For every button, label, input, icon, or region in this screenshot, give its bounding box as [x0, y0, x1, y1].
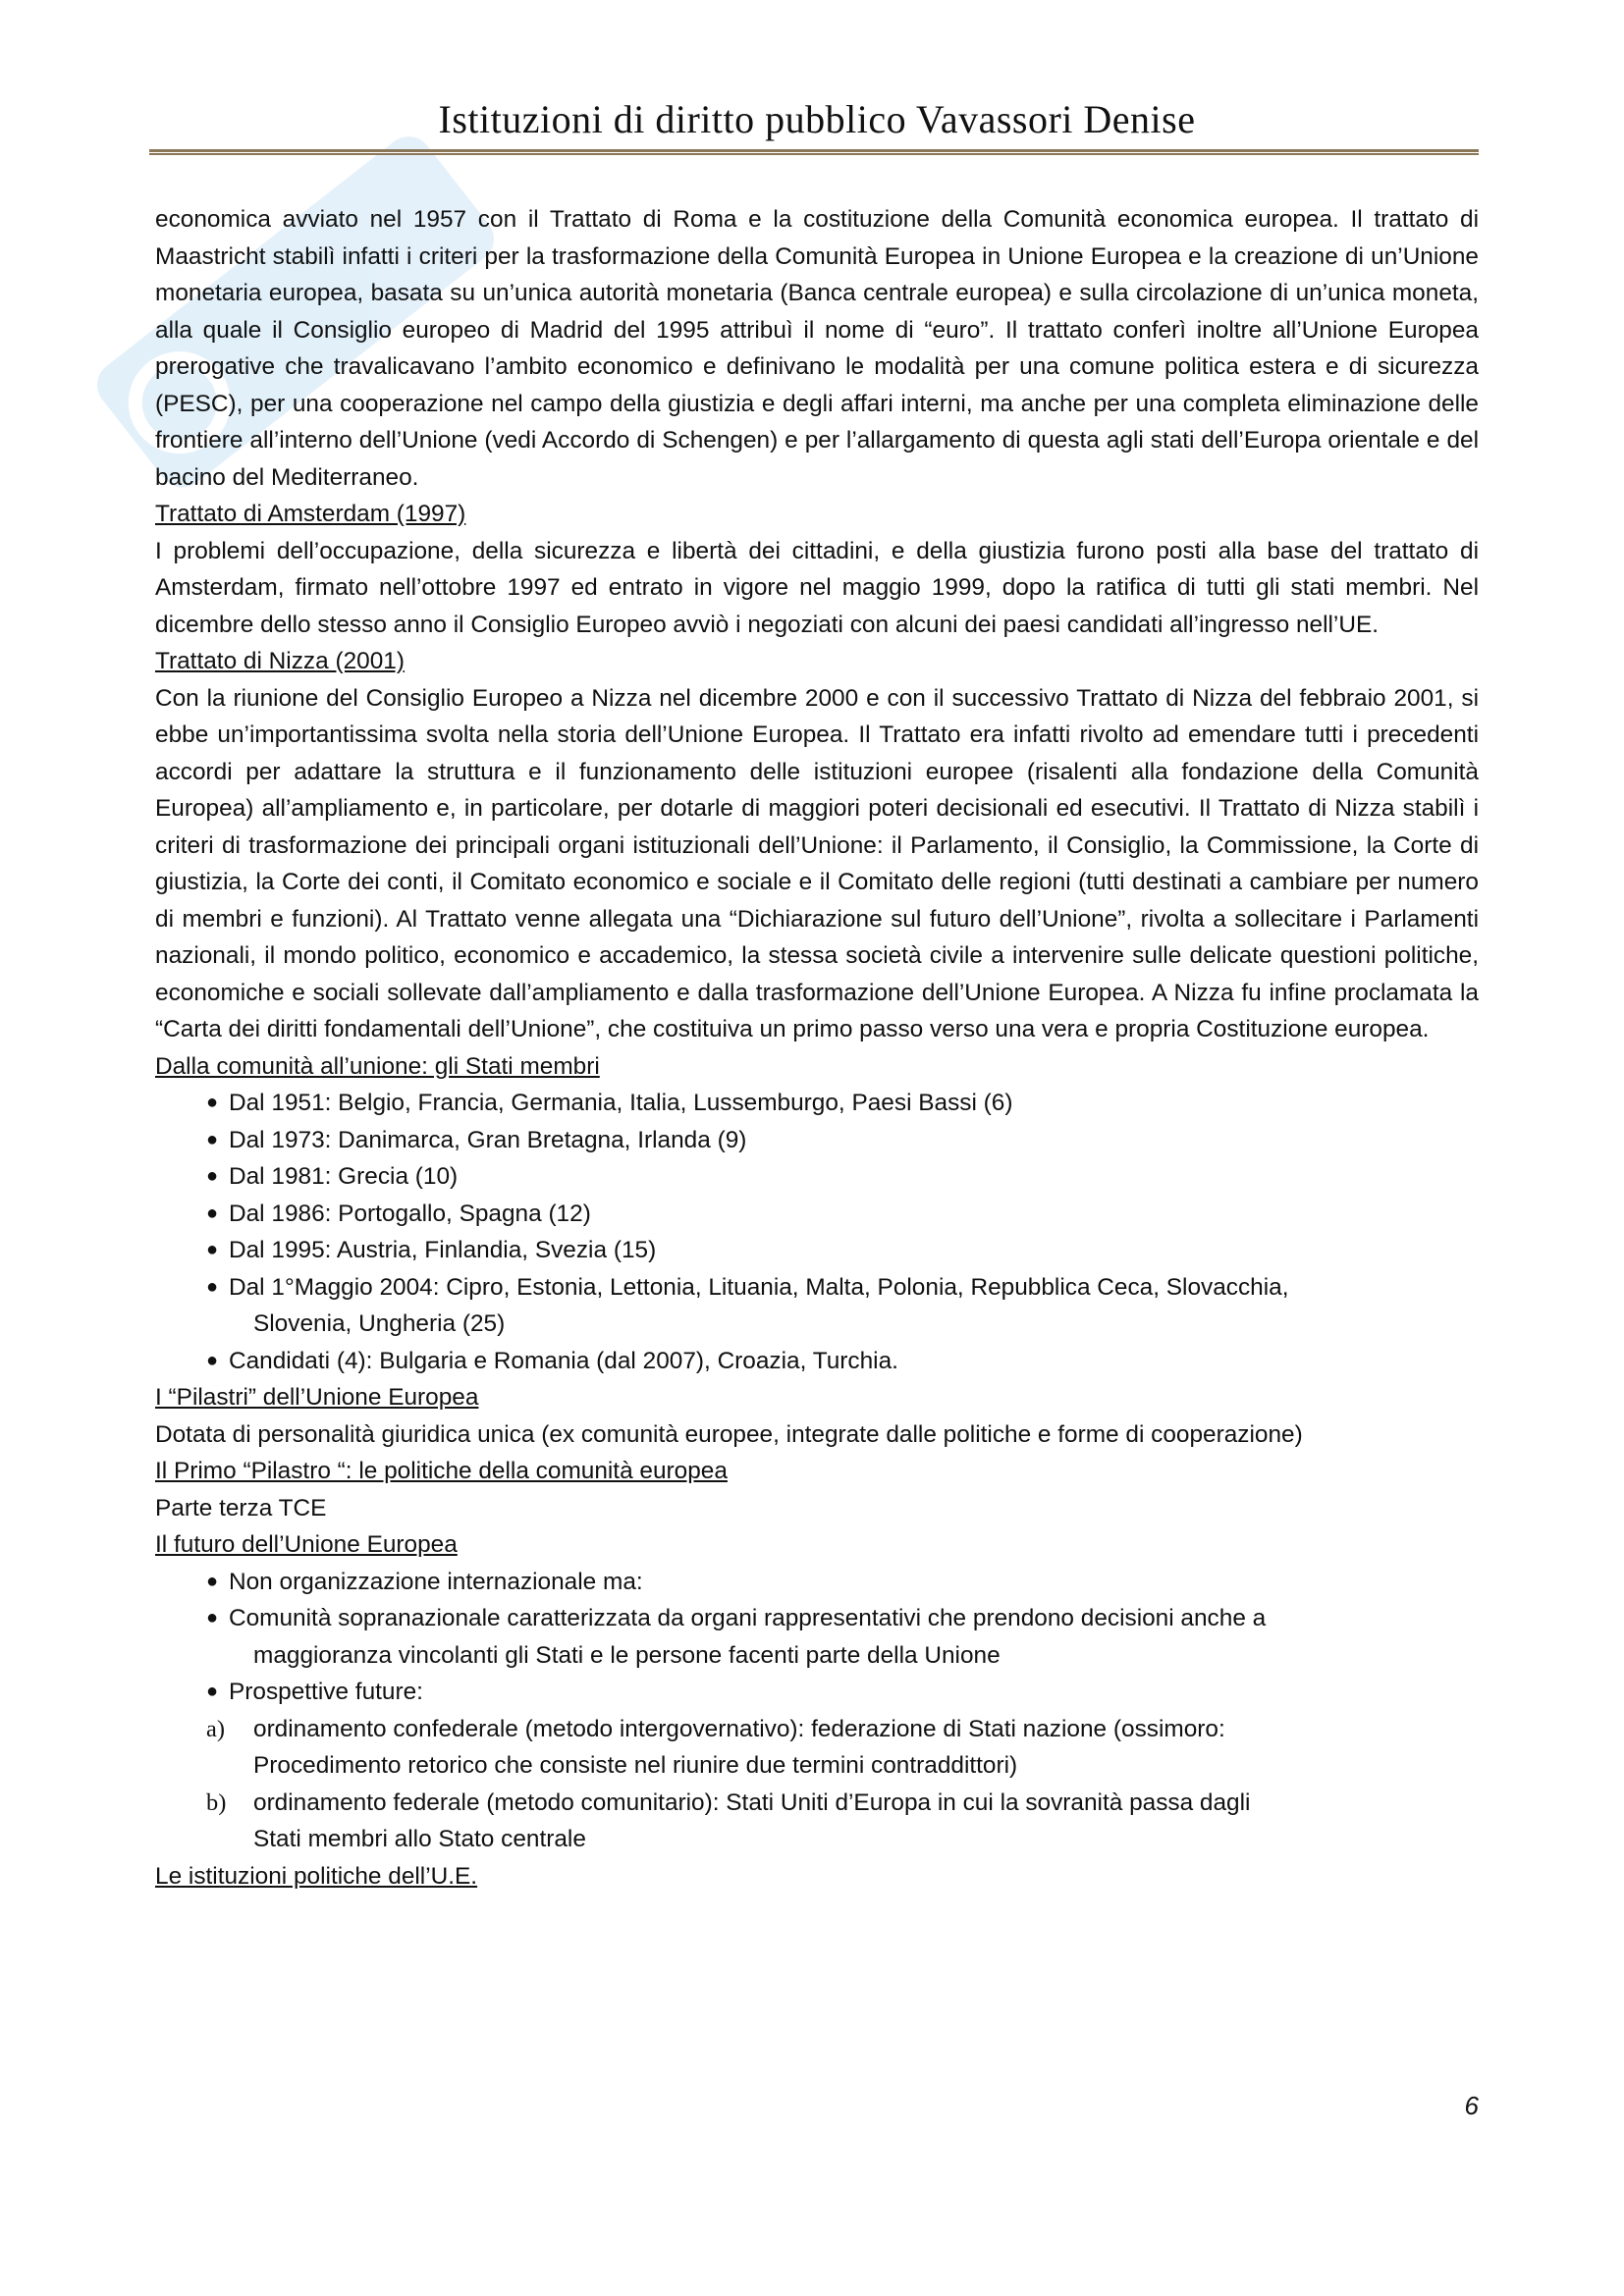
stati-membri-list: [155, 1085, 1479, 1379]
list-item: ● Prospettive future:: [155, 1674, 1479, 1711]
bullet-icon: ●: [206, 1092, 219, 1113]
list-item: ● Non organizzazione internazionale ma:: [155, 1564, 1479, 1601]
futuro-list: [155, 1564, 1479, 1711]
list-item: ● Dal 1986: Portogallo, Spagna (12): [155, 1196, 1479, 1233]
bullet-icon: ●: [206, 1239, 219, 1260]
heading-istituzioni: Le istituzioni politiche dell’U.E.: [155, 1862, 478, 1890]
heading-pilastri: I “Pilastri” dell’Unione Europea: [155, 1384, 479, 1411]
heading-nizza: Trattato di Nizza (2001): [155, 648, 405, 674]
page-header: [155, 96, 1479, 143]
list-item: ● Dal 1995: Austria, Finlandia, Svezia (15): [155, 1232, 1479, 1269]
paragraph-pilastri: Dotata di personalità giuridica unica (ex comunità europee, integrate dalle politiche e forme di cooperazione): [155, 1420, 1303, 1448]
list-item: a) ordinamento confederale (metodo intergovernativo): federazione di Stati nazione (ossimoro: Procedimento retorico che consiste nel riunire due termini contraddittori): [155, 1711, 1479, 1785]
bullet-icon: ●: [206, 1570, 219, 1592]
bullet-icon: ●: [206, 1275, 219, 1298]
paragraph-amsterdam: I problemi dell’occupazione, della sicurezza e libertà dei cittadini, e della giustizia furono posti alla base del trattato di Amsterdam, firmato nell’ottobre 1997 ed entrato in vigore nel maggio 1999, dopo la ratifica di tutti gli stati membri. Nel dicembre dello stesso anno il Consiglio Europeo avviò i negoziati con alcuni dei paesi candidati all’ingresso nell’UE.: [155, 537, 1479, 638]
list-item: b) ordinamento federale (metodo comunitario): Stati Uniti d’Europa in cui la sovranità passa dagli Stati membri allo Stato centrale: [155, 1785, 1479, 1858]
page-number: 6: [1464, 2091, 1479, 2120]
list-item: ● Candidati (4): Bulgaria e Romania (dal 2007), Croazia, Turchia.: [155, 1343, 1479, 1380]
heading-stati-membri: Dalla comunità all’unione: gli Stati membri: [155, 1052, 600, 1080]
paragraph-nizza: Con la riunione del Consiglio Europeo a Nizza nel dicembre 2000 e con il successivo Trattato di Nizza del febbraio 2001, si ebbe un’importantissima svolta nella storia dell’Unione Europea. Il Trattato era infatti rivolto ad emendare tutti i precedenti accordi per adattare la struttura e il funzionamento delle istituzioni europee (risalenti alla fondazione della Comunità Europea) all’ampliamento e, in particolare, per dotarle di maggiori poteri decisionali ed esecutivi. Il Trattato di Nizza stabilì i criteri di trasformazione dei principali organi istituzionali dell’Unione: il Parlamento, il Consiglio, la Commissione, la Corte di giustizia, la Corte dei conti, il Comitato economico e sociale e il Comitato delle regioni (tutti destinati a cambiare per numero di membri e funzioni). Al Trattato venne allegata una “Dichiarazione sul futuro dell’Unione”, rivolta a sollecitare i Parlamenti nazionali, il mondo politico, economico e accademico, la stessa società civile a intervenire sulle delicate questioni politiche, economiche e sociali sollevate dall’ampliamento e dalla trasformazione dell’Unione Europea. A Nizza fu infine proclamata la “Carta dei diritti fondamentali dell’Unione”, che costituiva un primo passo verso una vera e propria Costituzione europea.: [155, 684, 1479, 1042]
header-divider: [149, 149, 1479, 155]
list-item: ● Dal 1981: Grecia (10): [155, 1158, 1479, 1196]
bullet-icon: ●: [206, 1349, 219, 1371]
list-item: ● Comunità sopranazionale caratterizzata da organi rappresentativi che prendono decisioni anche a maggioranza vincolanti gli Stati e le persone facenti parte della Unione: [155, 1600, 1479, 1674]
heading-primo-pilastro: Il Primo “Pilastro “: le politiche della comunità europea: [155, 1458, 728, 1484]
bullet-icon: ●: [206, 1607, 219, 1629]
document-body: [155, 201, 1479, 1895]
list-item: ● Dal 1°Maggio 2004: Cipro, Estonia, Lettonia, Lituania, Malta, Polonia, Repubblica Ceca, Slovacchia, Slovenia, Ungheria (25): [155, 1269, 1479, 1343]
ordinamenti-list: [155, 1711, 1479, 1858]
bullet-icon: ●: [206, 1201, 219, 1224]
bullet-icon: ●: [206, 1681, 219, 1702]
bullet-icon: ●: [206, 1165, 219, 1187]
list-item: ● Dal 1973: Danimarca, Gran Bretagna, Irlanda (9): [155, 1122, 1479, 1159]
list-item: ● Dal 1951: Belgio, Francia, Germania, Italia, Lussemburgo, Paesi Bassi (6): [155, 1085, 1479, 1122]
paragraph-primo-pilastro: Parte terza TCE: [155, 1494, 327, 1522]
list-marker: b): [206, 1789, 227, 1816]
bullet-icon: ●: [206, 1128, 219, 1150]
list-marker: a): [206, 1715, 225, 1742]
paragraph-maastricht: economica avviato nel 1957 con il Trattato di Roma e la costituzione della Comunità economica europea. Il trattato di Maastricht stabilì infatti i criteri per la trasformazione della Comunità Europea in Unione Europea e la creazione di un’Unione monetaria europea, basata su un’unica autorità monetaria (Banca centrale europea) e sulla circolazione di un’unica moneta, alla quale il Consiglio europeo di Madrid del 1995 attribuì il nome di “euro”. Il trattato conferì inoltre all’Unione Europea prerogative che travalicavano l’ambito economico e definivano le modalità per una comune politica estera e di sicurezza (PESC), per una cooperazione nel campo della giustizia e degli affari interni, ma anche per una completa eliminazione delle frontiere all’interno dell’Unione (vedi Accordo di Schengen) e per l’allargamento di questa agli stati dell’Europa orientale e del bacino del Mediterraneo.: [155, 206, 1479, 491]
heading-amsterdam: Trattato di Amsterdam (1997): [155, 501, 466, 527]
document-title: Istituzioni di diritto pubblico Vavassori Denise: [438, 97, 1196, 141]
heading-futuro: Il futuro dell’Unione Europea: [155, 1531, 458, 1558]
